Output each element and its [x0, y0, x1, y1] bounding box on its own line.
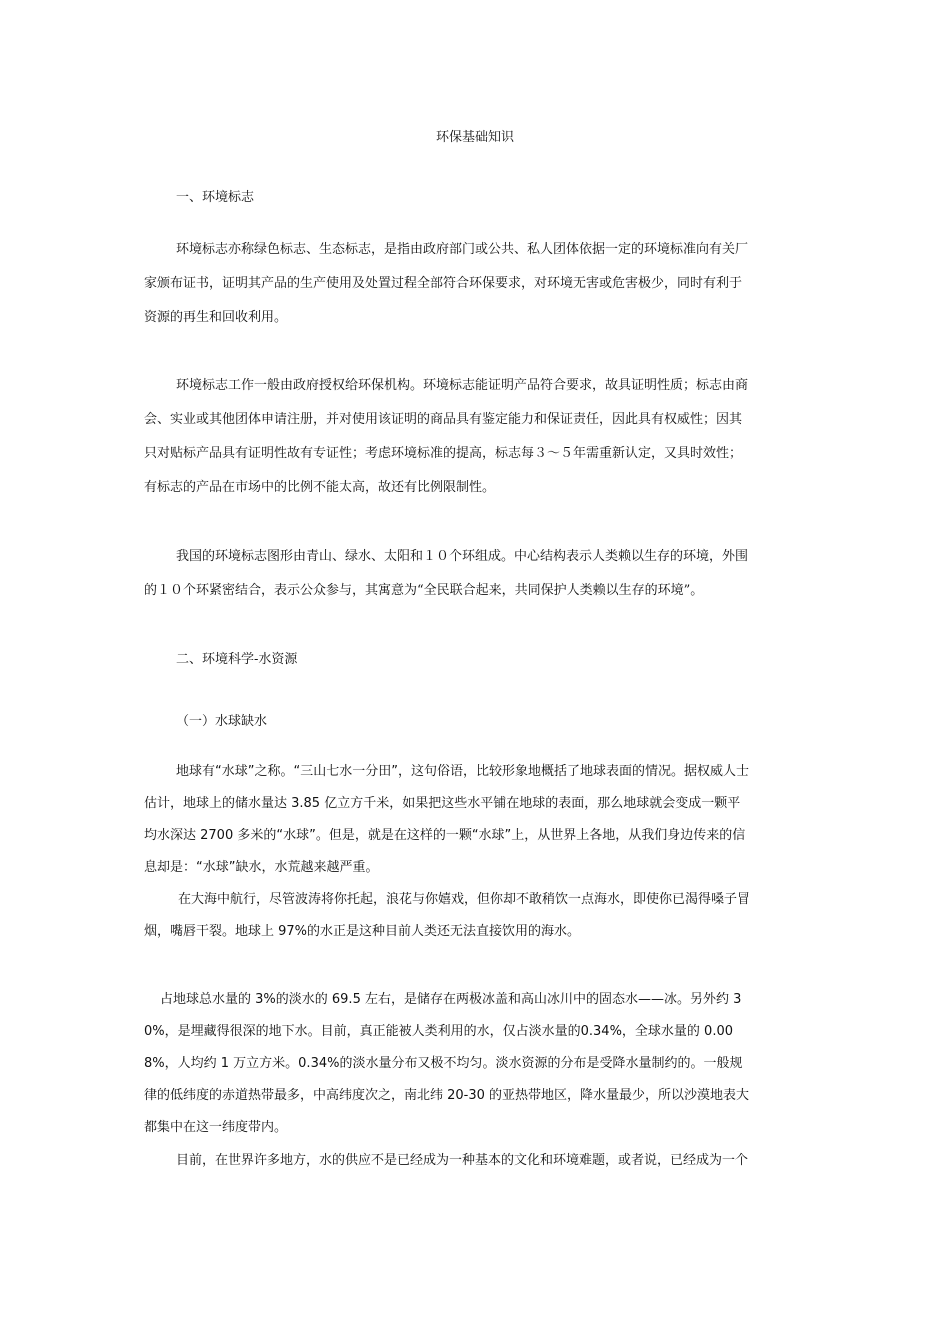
text-line: 占地球总水量的 3%的淡水的 69.5 左右，是储存在两极冰盖和高山冰川中的固态水——冰。另外约 3 [160, 992, 742, 1007]
text-line: 目前，在世界许多地方，水的供应不是已经成为一种基本的文化和环境难题，或者说，已经成为一个 [176, 1153, 749, 1168]
text-line: 都集中在这一纬度带内。 [144, 1120, 288, 1135]
text-line: 环境标志工作一般由政府授权给环保机构。环境标志能证明产品符合要求，故具证明性质；标志由商 [176, 378, 749, 393]
document-title: 环保基础知识 [435, 130, 514, 145]
text-line: 0%，是埋藏得很深的地下水。目前，真正能被人类利用的水，仅占淡水量的0.34%，全球水量的 0.00 [144, 1024, 733, 1039]
section-2-subheading: （一）水球缺水 [176, 714, 268, 729]
text-line: 只对贴标产品具有证明性故有专证性；考虑环境标准的提高，标志每３～５年需重新认定，又具时效性； [144, 446, 743, 461]
section-1-heading: 一、环境标志 [176, 190, 255, 205]
text-line: 8%，人均约 1 万立方米。0.34%的淡水量分布又极不均匀。淡水资源的分布是受降水量制约的。一般规 [144, 1056, 743, 1071]
text-line: 息却是：“水球”缺水，水荒越来越严重。 [144, 860, 379, 875]
text-line: 均水深达 2700 多米的“水球”。但是，就是在这样的一颗“水球”上，从世界上各地，从我们身边传来的信 [144, 828, 746, 843]
section-1-paragraph-1 [144, 233, 814, 335]
text-line: 我国的环境标志图形由青山、绿水、太阳和１０个环组成。中心结构表示人类赖以生存的环境，外围 [176, 549, 749, 564]
text-line: 烟，嘴唇干裂。地球上 97%的水正是这种目前人类还无法直接饮用的海水。 [144, 924, 581, 939]
section-2-paragraph-4 [144, 1145, 814, 1177]
section-1-paragraph-3 [144, 540, 814, 608]
text-line: 在大海中航行，尽管波涛将你托起，浪花与你嬉戏，但你却不敢稍饮一点海水，即使你已渴得嗓子冒 [178, 892, 751, 907]
section-2-heading: 二、环境科学-水资源 [176, 652, 298, 667]
section-2-paragraph-2 [144, 884, 814, 948]
text-line: 估计，地球上的储水量达 3.85 亿立方千米，如果把这些水平铺在地球的表面，那么地球就会变成一颗平 [144, 796, 741, 811]
text-line: 的１０个环紧密结合，表示公众参与，其寓意为“全民联合起来，共同保护人类赖以生存的环境”。 [144, 583, 704, 598]
text-line: 律的低纬度的赤道热带最多，中高纬度次之，南北纬 20-30 的亚热带地区，降水量最少，所以沙漠地表大 [144, 1088, 750, 1103]
text-line: 环境标志亦称绿色标志、生态标志，是指由政府部门或公共、私人团体依据一定的环境标准向有关厂 [176, 242, 749, 257]
section-1-paragraph-2 [144, 369, 814, 505]
section-2-paragraph-3 [144, 984, 814, 1144]
text-line: 地球有“水球”之称。“三山七水一分田”，这句俗语，比较形象地概括了地球表面的情况。据权威人士 [176, 764, 749, 779]
text-line: 有标志的产品在市场中的比例不能太高，故还有比例限制性。 [144, 480, 496, 495]
text-line: 会、实业或其他团体申请注册，并对使用该证明的商品具有鉴定能力和保证责任，因此具有权威性；因其 [144, 412, 743, 427]
text-line: 家颁布证书，证明其产品的生产使用及处置过程全部符合环保要求，对环境无害或危害极少，同时有利于 [144, 276, 743, 291]
section-2-paragraph-1 [144, 756, 814, 884]
text-line: 资源的再生和回收利用。 [144, 310, 288, 325]
